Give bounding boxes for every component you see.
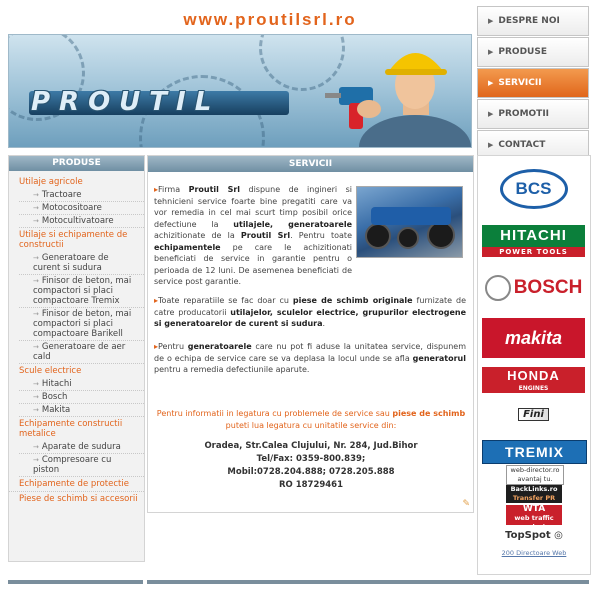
phone-fax: Tel/Fax: 0359-800.839; <box>256 454 366 464</box>
topspot-badge[interactable] <box>492 530 576 544</box>
backlinks-badge[interactable] <box>506 485 562 503</box>
arrow-right-icon: → <box>33 393 39 401</box>
brand-fini-logo[interactable] <box>482 404 585 424</box>
sidebar-item[interactable] <box>19 454 144 477</box>
arrow-right-icon: → <box>33 406 39 414</box>
bosch-armature-icon <box>485 275 511 301</box>
brand-makita-logo[interactable] <box>482 318 585 358</box>
text-bold: utilajele, generatoarele <box>233 219 352 229</box>
text: . <box>322 319 326 328</box>
sidebar-item[interactable] <box>19 391 144 404</box>
badge-text: BackLinks.ro <box>510 485 558 493</box>
text-bold: piese de schimb originale <box>292 296 413 305</box>
wheel-shape <box>365 223 391 249</box>
text-bold: generatoarele <box>187 342 252 351</box>
products-sidebar <box>8 155 145 562</box>
worker-illustration <box>319 35 471 147</box>
bullet-icon: ▸ <box>154 342 159 351</box>
content-title: SERVICII <box>148 156 473 172</box>
fiscal-code: RO 18729461 <box>278 480 344 490</box>
sidebar-item-label: Generatoare de curent si sudura <box>33 253 109 273</box>
tractor-body <box>371 207 451 225</box>
text: Firma <box>158 185 189 194</box>
text: Pentru <box>158 342 188 351</box>
service-address <box>152 440 470 492</box>
nav-label: PRODUSE <box>498 47 547 57</box>
main-nav <box>477 6 589 161</box>
arrow-right-icon: → <box>33 343 39 351</box>
category-echipamente-protectie[interactable]: Echipamente de protectie <box>9 477 144 492</box>
category-piese-schimb[interactable]: Piese de schimb si accesorii <box>19 494 138 504</box>
sidebar-item[interactable] <box>19 341 144 364</box>
service-info <box>152 408 470 431</box>
sidebar-item[interactable] <box>19 189 144 202</box>
text-bold: echipamentele <box>154 242 221 252</box>
chevron-right-icon: ▶ <box>488 141 494 149</box>
sidebar-item[interactable] <box>19 404 144 417</box>
chevron-right-icon: ▶ <box>488 79 494 87</box>
nav-despre-noi[interactable] <box>477 6 589 36</box>
brand-text: HITACHI <box>482 225 585 247</box>
nav-label: SERVICII <box>498 78 542 88</box>
paragraph-generators <box>154 341 466 376</box>
text: . Pentru toate <box>290 231 352 240</box>
sidebar-item[interactable] <box>19 378 144 391</box>
wheel-shape <box>427 221 455 249</box>
brand-text: BOSCH <box>513 277 583 298</box>
nav-label: CONTACT <box>498 140 546 150</box>
tractors-photo <box>356 186 463 258</box>
sidebar-item[interactable] <box>19 252 144 275</box>
brand-bosch-logo[interactable] <box>482 272 585 304</box>
brand-text: Fini <box>518 408 549 421</box>
brand-bcs-logo[interactable] <box>482 170 585 208</box>
sidebar-item-label: Compresoare cu piston <box>33 455 112 475</box>
text-bold: piese de schimb <box>392 409 466 418</box>
chevron-right-icon: ▶ <box>488 48 494 56</box>
text-bold: utilajelor, sculelor electrice, grupurilor electrogene si generatoarelor de curent si sudura <box>154 307 467 328</box>
corner-decoration-icon: ✎ <box>462 499 470 509</box>
text-bold: Proutil Srl <box>188 185 241 194</box>
sidebar-item-label: Finisor de beton, mai compactori si placi compactoare Tremix <box>33 276 132 306</box>
sidebar-item-label: Generatoare de aer cald <box>33 342 126 362</box>
header-banner <box>8 34 472 148</box>
sidebar-item-label: Motocositoare <box>41 203 102 213</box>
text: Toate reparatiile se fac doar cu <box>158 296 293 305</box>
sidebar-item-label: Hitachi <box>41 379 72 389</box>
text-bold: generatorul <box>412 353 466 363</box>
text: care nu pot fi aduse la unitatea service, dispunem de o echipa de service care se va deplasa la locul unde se afla <box>154 342 466 363</box>
sidebar-item-label: Makita <box>41 405 71 415</box>
logo: PROUTIL <box>31 87 221 117</box>
sidebar-item-label: Bosch <box>41 392 68 402</box>
brands-panel <box>477 155 591 575</box>
brand-tremix-logo[interactable] <box>482 440 587 464</box>
arrow-right-icon: → <box>33 456 39 464</box>
brand-subtext: ENGINES <box>482 385 585 393</box>
nav-servicii[interactable] <box>477 68 589 98</box>
category-scule-electrice[interactable]: Scule electrice <box>19 366 82 376</box>
badge-text: TopSpot <box>505 530 551 541</box>
footer-bar-left <box>8 580 143 584</box>
text: achizitionate de la <box>154 231 241 240</box>
arrow-right-icon: → <box>33 217 39 225</box>
arrow-right-icon: → <box>33 277 39 285</box>
services-panel <box>147 155 474 513</box>
arrow-right-icon: → <box>33 204 39 212</box>
brand-text: HONDA <box>482 367 585 385</box>
sidebar-item-label: Motocultivatoare <box>41 216 114 226</box>
nav-label: DESPRE NOI <box>498 16 560 26</box>
arrow-right-icon: → <box>33 254 39 262</box>
target-icon: ◎ <box>554 530 563 541</box>
directories-link[interactable]: 200 Directoare Web <box>501 549 567 557</box>
category-constructii-metalice[interactable]: Echipamente constructii metalice <box>19 419 123 439</box>
sidebar-item-label: Finisor de beton, mai compactori si placi compactoare Barikell <box>33 309 132 339</box>
sidebar-item[interactable] <box>19 275 144 308</box>
text: Pentru informatii in legatura cu problemele de service sau <box>156 409 393 418</box>
text: pentru a remedia defectiunile aparute. <box>154 365 310 374</box>
web-director-badge[interactable] <box>506 465 564 485</box>
sidebar-item[interactable] <box>19 215 144 228</box>
arrow-right-icon: → <box>33 310 39 318</box>
site-url: www.proutilsrl.ro <box>183 10 357 29</box>
text: furnizate de catre producatorii <box>154 296 466 317</box>
brand-text: BCS <box>500 169 568 209</box>
bullet-icon: ▸ <box>154 185 159 194</box>
nav-label: PROMOTII <box>498 109 550 119</box>
sidebar-item-label: Aparate de sudura <box>41 442 121 452</box>
badge-text: web-director.ro <box>510 466 560 474</box>
brand-text: makita <box>504 327 563 348</box>
sidebar-item[interactable] <box>19 308 144 341</box>
text: pe care le achizitionati beneficiati de service in garantie pentru o perioada de 12 luni. De asemenea beneficiati de service post garantie. <box>154 242 352 286</box>
paragraph-parts <box>154 295 466 330</box>
badge-text: avantaj tu. <box>517 475 553 483</box>
nav-promotii[interactable] <box>477 99 589 129</box>
brand-hitachi-logo[interactable] <box>482 224 585 258</box>
badge-text: WTA <box>522 504 546 514</box>
text: dispune de ingineri si tehnicieni service foarte bine pregatiti care va vor remedia in cel mai scurt timp posibil orice defectiune la <box>154 185 352 229</box>
footer-bar-main <box>147 580 589 584</box>
brand-subtext: POWER TOOLS <box>482 247 585 257</box>
sidebar-item[interactable] <box>19 441 144 454</box>
badge-text: Transfer PR <box>512 494 556 502</box>
arrow-right-icon: → <box>33 443 39 451</box>
bullet-icon: ▸ <box>154 296 159 305</box>
arrow-right-icon: → <box>33 380 39 388</box>
nav-produse[interactable] <box>477 37 589 67</box>
sidebar-item-label: Tractoare <box>41 190 82 200</box>
chevron-right-icon: ▶ <box>488 110 494 118</box>
brand-honda-logo[interactable] <box>482 366 585 394</box>
arrow-right-icon: → <box>33 191 39 199</box>
category-utilaje-constructii[interactable]: Utilaje si echipamente de constructii <box>19 230 128 250</box>
category-utilaje-agricole[interactable]: Utilaje agricole <box>19 177 83 187</box>
chevron-right-icon: ▶ <box>488 17 494 25</box>
text: puteti lua legatura cu unitatile service din: <box>225 420 397 430</box>
wheel-shape <box>397 227 419 249</box>
brand-text: TREMIX <box>505 444 564 460</box>
text-bold: Proutil Srl <box>240 231 291 240</box>
sidebar-item[interactable] <box>19 202 144 215</box>
address-line: Oradea, Str.Calea Clujului, Nr. 284, Jud.Bihor <box>204 441 418 451</box>
mobile-phones: Mobil:0728.204.888; 0728.205.888 <box>227 467 395 477</box>
badge-text: web traffic analysis <box>514 514 554 531</box>
product-category-list <box>9 171 144 506</box>
wta-badge[interactable] <box>506 504 562 531</box>
sidebar-title: PRODUSE <box>9 156 144 171</box>
paragraph-intro <box>154 184 352 288</box>
